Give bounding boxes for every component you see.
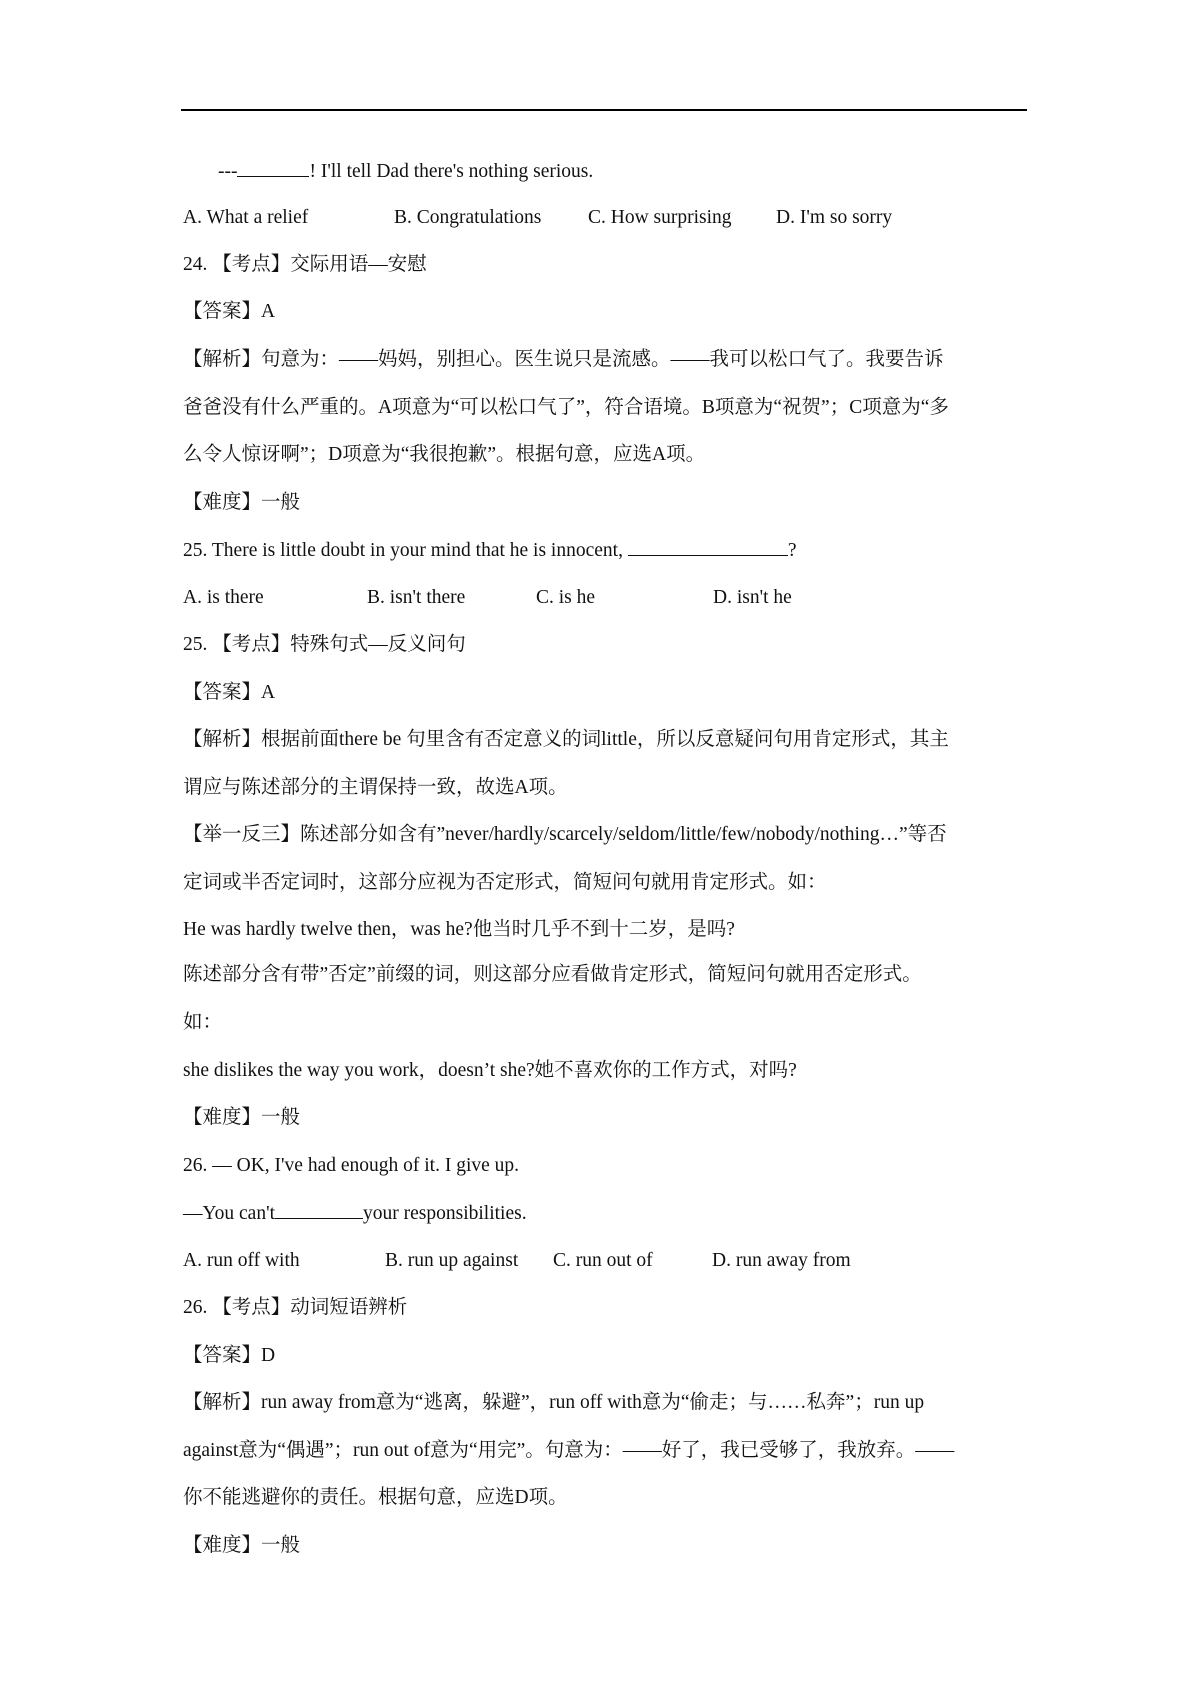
a25-extension-line-1: 【举一反三】陈述部分如含有”never/hardly/scarcely/seldom/little/few/nobody/nothing…”等否 xyxy=(183,824,947,845)
a26-analysis-line-2: against意为“偶遇”；run out of意为“用完”。句意为：——好了，我已受够了，我放弃。—— xyxy=(183,1440,955,1461)
a25-answer: 【答案】A xyxy=(183,682,276,703)
q25-stem-end: ? xyxy=(787,540,797,561)
q23-prefix: --- xyxy=(218,161,238,182)
q25-stem-text: 25. There is little doubt in your mind that he is innocent, xyxy=(183,540,623,561)
q26-option-a: A. run off with xyxy=(183,1250,300,1271)
q26-line-2-suffix: your responsibilities. xyxy=(363,1203,527,1224)
q23-option-c: C. How surprising xyxy=(588,207,732,228)
a26-answer: 【答案】D xyxy=(183,1345,276,1366)
a24-analysis-line-3: 么令人惊讶啊”；D项意为“我很抱歉”。根据句意，应选A项。 xyxy=(183,444,706,465)
a24-analysis-line-1: 【解析】句意为：——妈妈，别担心。医生说只是流感。——我可以松口气了。我要告诉 xyxy=(183,349,944,370)
header-rule xyxy=(181,109,1027,111)
a25-difficulty: 【难度】一般 xyxy=(183,1107,301,1128)
q25-option-c: C. is he xyxy=(536,587,596,608)
a24-difficulty: 【难度】一般 xyxy=(183,492,301,513)
q26-line-2 xyxy=(183,1200,1033,1227)
a26-analysis-line-1: 【解析】run away from意为“逃离，躲避”，run off with意为“偷走；与……私奔”；run up xyxy=(183,1392,925,1413)
q26-blank xyxy=(275,1200,363,1219)
q26-line-1: 26. — OK, I've had enough of it. I give up. xyxy=(183,1155,520,1176)
q23-option-d: D. I'm so sorry xyxy=(776,207,893,228)
a26-analysis-line-3: 你不能逃避你的责任。根据句意，应选D项。 xyxy=(183,1487,568,1508)
a25-extension-line-2: 定词或半否定词时，这部分应视为否定形式，简短问句就用肯定形式。如： xyxy=(183,872,827,893)
q26-option-b: B. run up against xyxy=(385,1250,519,1271)
q25-option-d: D. isn't he xyxy=(713,587,792,608)
q25-option-b: B. isn't there xyxy=(367,587,466,608)
a24-answer: 【答案】A xyxy=(183,301,276,322)
q23-response-line xyxy=(218,158,1068,185)
a25-point: 25. 【考点】特殊句式—反义问句 xyxy=(183,634,466,655)
q25-blank xyxy=(628,537,788,556)
q26-line-2-prefix: —You can't xyxy=(183,1203,275,1224)
a25-extension-line-4: 如： xyxy=(183,1012,223,1033)
a25-extension-example-1: He was hardly twelve then，was he?他当时几乎不到十二岁，是吗? xyxy=(183,919,735,940)
q23-option-b: B. Congratulations xyxy=(394,207,542,228)
a25-extension-line-3: 陈述部分含有带”否定”前缀的词，则这部分应看做肯定形式，简短问句就用否定形式。 xyxy=(183,964,922,985)
q25-option-a: A. is there xyxy=(183,587,264,608)
q26-option-c: C. run out of xyxy=(553,1250,653,1271)
q23-blank xyxy=(237,158,309,177)
a26-point: 26. 【考点】动词短语辨析 xyxy=(183,1297,408,1318)
a25-analysis-line-2: 谓应与陈述部分的主谓保持一致，故选A项。 xyxy=(183,777,568,798)
a25-analysis-line-1: 【解析】根据前面there be 句里含有否定意义的词little，所以反意疑问句用肯定形式，其主 xyxy=(183,729,949,750)
q23-option-a: A. What a relief xyxy=(183,207,309,228)
a24-point: 24. 【考点】交际用语—安慰 xyxy=(183,254,427,275)
a26-difficulty: 【难度】一般 xyxy=(183,1535,301,1556)
q25-stem xyxy=(183,537,1033,564)
q23-suffix: ! I'll tell Dad there's nothing serious. xyxy=(309,161,594,182)
a25-extension-example-2: she dislikes the way you work，doesn’t she?她不喜欢你的工作方式，对吗? xyxy=(183,1060,797,1081)
q26-option-d: D. run away from xyxy=(712,1250,851,1271)
a24-analysis-line-2: 爸爸没有什么严重的。A项意为“可以松口气了”，符合语境。B项意为“祝贺”；C项意为“多 xyxy=(183,397,949,418)
